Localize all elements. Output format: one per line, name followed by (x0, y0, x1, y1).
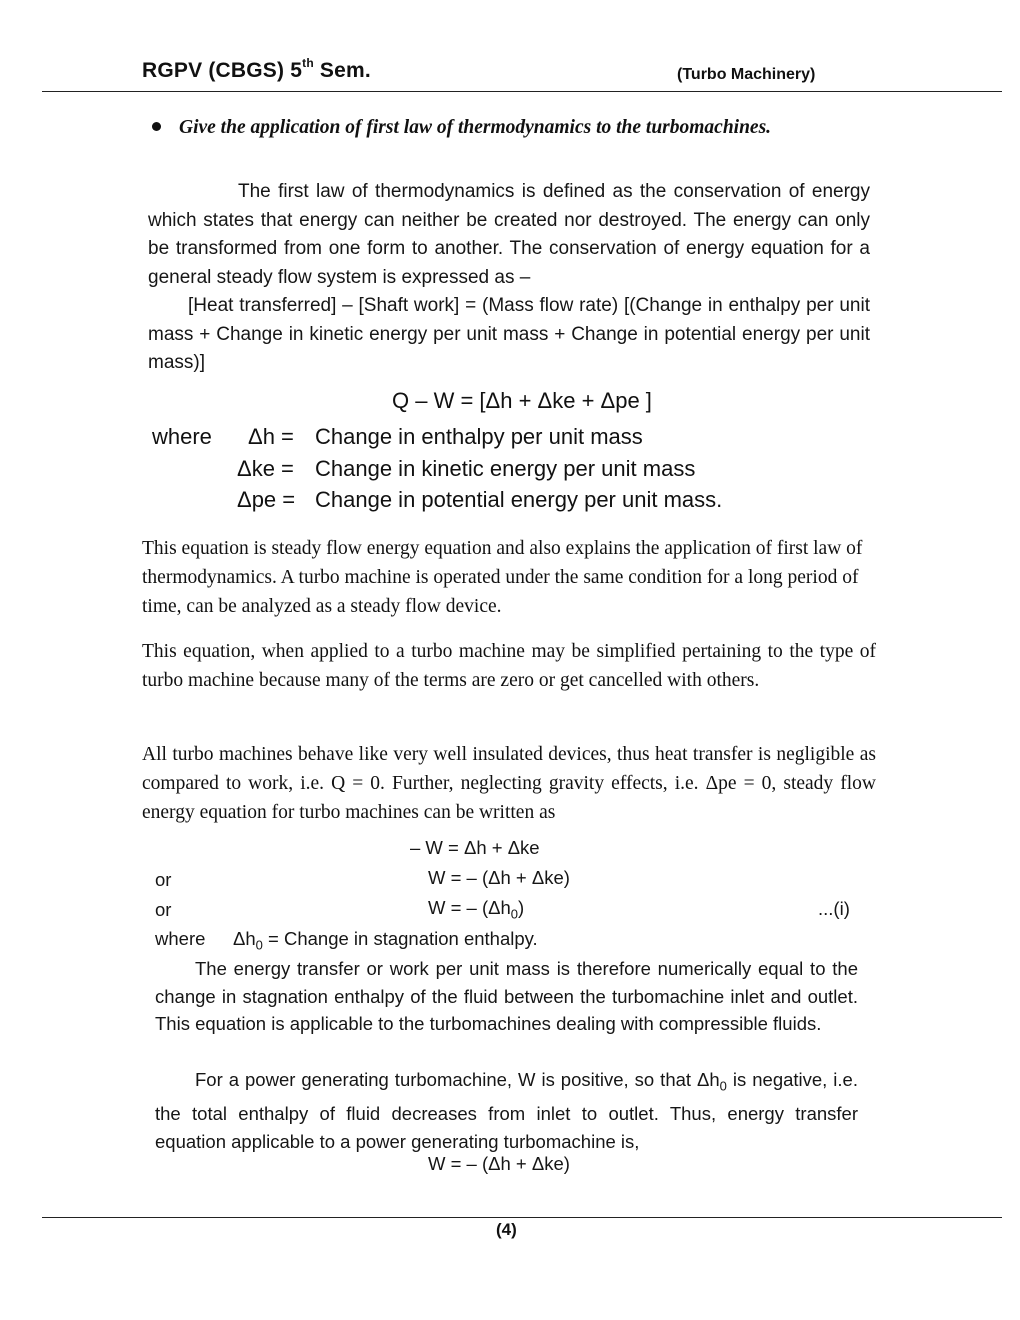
def-symbol-pe: Δpe = (237, 487, 296, 512)
course-title (142, 58, 371, 83)
def-meaning-ke: Change in kinetic energy per unit mass (315, 456, 696, 481)
footer-rule (42, 1217, 1002, 1218)
insulated-paragraph: All turbo machines behave like very well insulated devices, thus heat transfer is negligible as compared to work, i.e. Q = 0. Further, neglecting gravity effects, i.e. Δpe = 0, steady flow energy equation for turbo machines can be written as (142, 744, 876, 823)
steady-flow-paragraph: This equation is steady flow energy equation and also explains the application of first law of thermodynamics. A turbo machine is operated under the same condition for a long period of time, can be analyzed as a steady flow device. (142, 538, 863, 617)
definitions-where: where (152, 424, 212, 449)
question-heading (152, 117, 771, 139)
main-equation: Q – W = [Δh + Δke + Δpe ] (392, 388, 652, 413)
power-paragraph-sub: 0 (719, 1078, 727, 1094)
def-meaning-pe: Change in potential energy per unit mass. (315, 487, 723, 512)
equation-line-3-close: ) (518, 897, 525, 918)
stagnation-definition (233, 928, 538, 953)
def-symbol-h: Δh = (248, 424, 294, 449)
bullet-icon (152, 122, 161, 131)
header-rule (42, 91, 1002, 92)
power-generating-paragraph (155, 1066, 858, 1155)
stagnation-def-sub: 0 (255, 937, 263, 953)
subject-title: (Turbo Machinery) (677, 66, 816, 83)
page-number: (4) (496, 1220, 517, 1239)
power-paragraph-end: is negative, i.e. the total enthalpy of fluid decreases from inlet to outlet. Thus, energy transfer equation applicable to a power generating turbomachine is, (155, 1069, 858, 1152)
course-title-sup: th (302, 56, 314, 70)
energy-transfer-paragraph: The energy transfer or work per unit mass is therefore numerically equal to the change in stagnation enthalpy of the fluid between the turbomachine inlet and outlet. This equation is applicable to the turbomachines dealing with compressible fluids. (155, 958, 858, 1034)
equation-line-1: – W = Δh + Δke (410, 837, 540, 858)
intro-paragraph: The first law of thermodynamics is defined as the conservation of energy which states that energy can neither be created nor destroyed. The energy can only be transformed from one form to another. The conservation of energy equation for a general steady flow system is expressed as – (148, 181, 870, 288)
equation-line-3 (428, 897, 524, 922)
equation-or-2: or (155, 899, 172, 920)
power-paragraph-start: For a power generating turbomachine, W is positive, so that Δh (195, 1069, 720, 1090)
def-symbol-ke: Δke = (237, 456, 294, 481)
simplification-paragraph: This equation, when applied to a turbo machine may be simplified pertaining to the type of turbo machine because many of the terms are zero or get cancelled with others. (142, 641, 876, 691)
question-text: Give the application of first law of thermodynamics to the turbomachines. (179, 117, 772, 138)
equation-line-3-sub: 0 (510, 906, 519, 922)
equation-line-2: W = – (Δh + Δke) (428, 867, 570, 888)
course-title-suffix: Sem. (313, 59, 371, 82)
course-title-text: RGPV (CBGS) 5 (142, 59, 303, 82)
final-equation: W = – (Δh + Δke) (428, 1153, 570, 1174)
equation-line-3-main: W = – (Δh (428, 897, 511, 918)
def-meaning-h: Change in enthalpy per unit mass (315, 424, 643, 449)
word-equation: [Heat transferred] – [Shaft work] = (Mass flow rate) [(Change in enthalpy per unit mass + Change in kinetic energy per unit mass + Change in potential energy per unit mass)] (148, 295, 870, 373)
stagnation-def-symbol: Δh (233, 928, 256, 949)
stagnation-where: where (155, 928, 206, 949)
stagnation-def-text: = Change in stagnation enthalpy. (262, 928, 538, 949)
equation-or-1: or (155, 869, 172, 890)
equation-label: ...(i) (818, 898, 850, 919)
